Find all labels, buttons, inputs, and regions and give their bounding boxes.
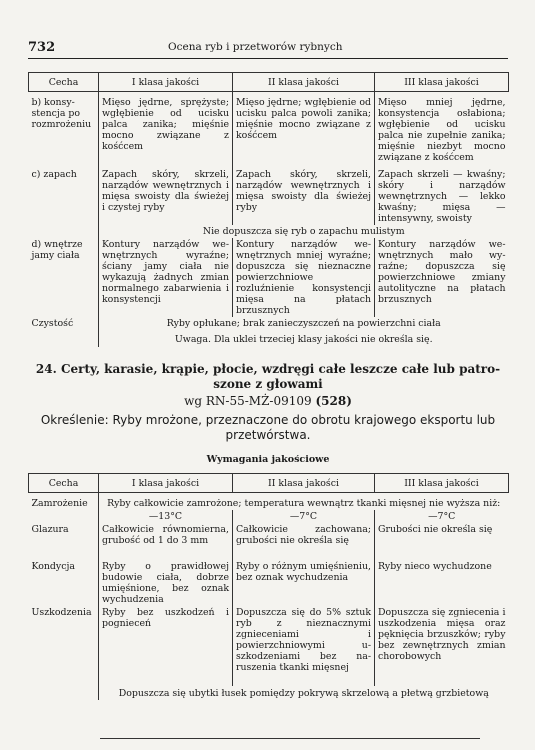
row-label: Czystość <box>31 317 74 329</box>
table-row <box>29 510 509 523</box>
row-label: Zamrożenie <box>31 498 88 509</box>
definition: Określenie: Ryby mrożone, przeznaczone do obrotu krajowego eksportu lub przetwórstwa. <box>40 413 496 442</box>
table-row <box>29 606 509 686</box>
table-row <box>29 168 509 225</box>
quality-table-continued <box>28 72 509 347</box>
table-row <box>29 238 509 317</box>
standard-code-prefix: wg RN-55-MŻ-09109 <box>184 394 312 408</box>
cleanliness-text: Ryby opłukane; brak zanieczyszczeń na powierzchni ciała <box>99 317 509 330</box>
table-row <box>29 523 509 560</box>
table-cell: Ryby o różnym umięśnieniu, bez oznak wychudzenia <box>233 560 375 606</box>
freezing-text: Ryby całkowicie zamrożone; temperatura wewnątrz tkanki mięsnej nie wyższa niż: <box>99 493 509 511</box>
table-cell: Grubości nie określa się <box>375 523 509 560</box>
column-header: II klasa jakości <box>233 474 375 493</box>
table-cell: Mięso mniej jędrne, konsystencja osłabiona; wgłębienie od ucisku palca nie zupełnie zanika; mięśnie niezbyt mocno związane z kośćcem <box>375 92 509 168</box>
column-header: III klasa jakości <box>375 73 509 92</box>
row-label: Kondycja <box>31 561 75 572</box>
column-header: II klasa jakości <box>233 73 375 92</box>
smell-note: Nie dopuszcza się ryb o zapachu mulistym <box>99 225 509 238</box>
table-cell: Mięso jędrne; wgłębienie od ucisku palca powoli zanika; mięśnie mocno związane z kośćcem <box>233 92 375 168</box>
note: Uwaga. Dla uklei trzeciej klasy jakości nie określa się. <box>99 330 509 347</box>
requirements-title: Wymagania jakościowe <box>206 454 330 465</box>
table-row <box>29 686 509 700</box>
table-row <box>29 225 509 238</box>
table-cell: Zapach skóry, skrzeli, narządów wewnętrznych i mięsa swoisty dla świeżej i czystej ryby <box>99 168 233 225</box>
table-header-row <box>29 474 509 493</box>
table-row <box>29 330 509 347</box>
table-row <box>29 560 509 606</box>
table-cell: Ryby nieco wychudzone <box>375 560 509 606</box>
scale-loss-note: Dopuszcza się ubytki łusek pomiędzy pokrywą skrzelową a płetwą grzbietową <box>99 686 509 700</box>
section-heading: 24. Certy, karasie, krąpie, płocie, wzdręgi całe leszcze całe lub patroszone z głowami <box>35 362 501 391</box>
table-row <box>29 493 509 511</box>
table-cell: Całkowicie zachowana; grubości nie określa się <box>233 523 375 560</box>
table-cell: Ryby o prawidłowej budowie ciała, dobrze umięśnione, bez oznak wychudzenia <box>99 560 233 606</box>
table-cell: Całkowicie równomierna, grubość od 1 do 3 mm <box>99 523 233 560</box>
row-label: Uszkodzenia <box>31 607 92 618</box>
running-title: Ocena ryb i przetworów rybnych <box>168 41 343 53</box>
row-label: b) konsystencja po rozmrożeniu <box>31 97 92 130</box>
bottom-rule <box>100 738 480 739</box>
table-cell: Dopuszcza się do 5% sztuk ryb z nieznacznymi zgnieceniami i powierzchniowymi uszkodzeniami bez naruszenia tkanki mięsnej <box>233 606 375 686</box>
column-header: Cecha <box>29 73 99 92</box>
column-header: III klasa jakości <box>375 474 509 493</box>
temperature-value: —13°C <box>99 510 233 523</box>
row-label: Glazura <box>31 524 69 535</box>
table-cell: Zapach skóry, skrzeli, narządów wewnętrznych i mięsa swoisty dla świeżej ryby <box>233 168 375 225</box>
quality-requirements-table <box>28 473 509 700</box>
table-cell: Zapach skrzeli — kwaśny; skóry i narządów wewnętrznych — lekko kwaśny; mięsa — intensywny, swoisty <box>375 168 509 225</box>
table-header-row <box>29 73 509 92</box>
page-number: 732 <box>28 40 56 55</box>
row-label: c) zapach <box>31 168 77 180</box>
table-cell: Kontury narządów wewnętrznych mniej wyraźne; dopuszcza się nieznaczne powierzchniowe rozluźnienie konsystencji mięsa na płatach brzusznych <box>233 238 375 317</box>
column-header: Cecha <box>29 474 99 493</box>
temperature-value: —7°C <box>375 510 509 523</box>
standard-code <box>28 394 508 408</box>
table-cell: Kontury narządów wewnętrznych wyraźne; ściany jamy ciała nie wykazują żadnych zmian normalnego zabarwienia i konsystencji <box>99 238 233 317</box>
table-cell: Ryby bez uszkodzeń i pognieceń <box>99 606 233 686</box>
table-cell: Kontury narządów wewnętrznych mało wyraźne; dopuszcza się powierzchniowe zmiany autolityczne na płatach brzusznych <box>375 238 509 317</box>
table-row <box>29 92 509 168</box>
table-row <box>29 317 509 330</box>
column-header: I klasa jakości <box>99 73 233 92</box>
row-label: d) wnętrze jamy ciała <box>31 238 83 261</box>
header-rule <box>28 58 508 59</box>
column-header: I klasa jakości <box>99 474 233 493</box>
temperature-value: —7°C <box>233 510 375 523</box>
table-cell: Dopuszcza się zgniecenia i uszkodzenia mięsa oraz pęknięcia brzuszków; ryby bez zewnętrznych zmian chorobowych <box>375 606 509 686</box>
page-header <box>28 40 508 56</box>
table-cell: Mięso jędrne, sprężyste; wgłębienie od ucisku palca zanika; mięśnie mocno związane z kośćcem <box>99 92 233 168</box>
standard-code-number: (528) <box>315 394 352 408</box>
